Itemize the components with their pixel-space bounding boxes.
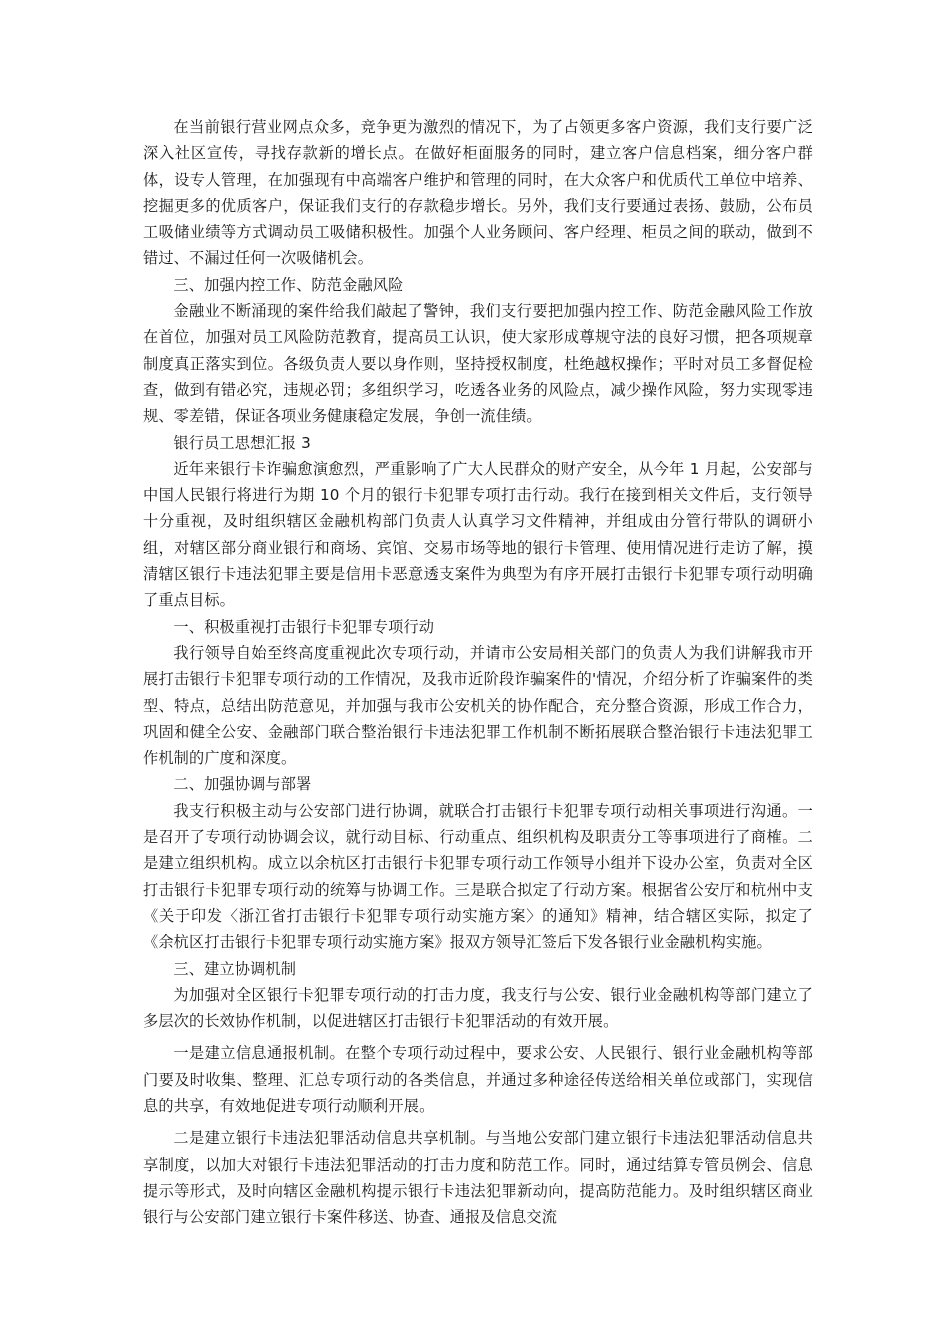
heading-coordination-deployment: 二、加强协调与部署 — [173, 775, 312, 794]
paragraph-info-notification: 一是建立信息通报机制。在整个专项行动过程中，要求公安、人民银行、银行业金融机构等部门要及时收集、整理、汇总专项行动的各类信息，并通过多种途径传送给相关单位或部门，实现信息的共享，有效地促进专项行动顺利开展。 — [143, 1044, 813, 1115]
document-body — [143, 114, 813, 1230]
paragraph-long-term-cooperation: 为加强对全区银行卡犯罪专项行动的打击力度，我支行与公安、银行业金融机构等部门建立了多层次的长效协作机制，以促进辖区打击银行卡犯罪活动的有效开展。 — [143, 985, 813, 1031]
heading-prioritize-crackdown: 一、积极重视打击银行卡犯罪专项行动 — [173, 617, 435, 636]
paragraph-coordination-details: 我支行积极主动与公安部门进行协调，就联合打击银行卡犯罪专项行动相关事项进行沟通。一是召开了专项行动协调会议，就行动目标、行动重点、组织机构及职责分工等事项进行了商榷。二是建立组织机构。成立以余杭区打击银行卡犯罪专项行动工作领导小组并下设办公室，负责对全区打击银行卡犯罪专项行动的统筹与协调工作。三是联合拟定了行动方案。根据省公安厅和杭州中支《关于印发〈浙江省打击银行卡犯罪专项行动实施方案〉的通知》精神，结合辖区实际，拟定了《余杭区打击银行卡犯罪专项行动实施方案》报双方领导汇签后下发各银行业金融机构实施。 — [143, 801, 813, 952]
heading-internal-control: 三、加强内控工作、防范金融风险 — [173, 275, 404, 294]
paragraph-deposit-growth: 在当前银行营业网点众多，竞争更为激烈的情况下，为了占领更多客户资源，我们支行要广泛深入社区宣传，寻找存款新的增长点。在做好柜面服务的同时，建立客户信息档案，细分客户群体，设专人管理，在加强现有中高端客户维护和管理的同时，在大众客户和优质代工单位中培养、挖掘更多的优质客户，保证我们支行的存款稳步增长。另外，我们支行要通过表扬、鼓励，公布员工吸储业绩等方式调动员工吸储积极性。加强个人业务顾问、客户经理、柜员之间的联动，做到不错过、不漏过任何一次吸储机会。 — [143, 118, 813, 268]
paragraph-risk-prevention: 金融业不断涌现的案件给我们敲起了警钟，我们支行要把加强内控工作、防范金融风险工作放在首位，加强对员工风险防范教育，提高员工认识，使大家形成尊规守法的良好习惯，把各项规章制度真正落实到位。各级负责人要以身作则，坚持授权制度，杜绝越权操作；平时对员工多督促检查，做到有错必究，违规必罚；多组织学习，吃透各业务的风险点，减少操作风险，努力实现零违规、零差错，保证各项业务健康稳定发展，争创一流佳绩。 — [143, 302, 813, 426]
paragraph-bank-card-fraud: 近年来银行卡诈骗愈演愈烈，严重影响了广大人民群众的财产安全，从今年 1 月起，公安部与中国人民银行将进行为期 10 个月的银行卡犯罪专项打击行动。我行在接到相关文件后，支行领导十分重视，及时组织辖区金融机构部门负责人认真学习文件精神，并组成由分管行带队的调研小组，对辖区部分商业银行和商场、宾馆、交易市场等地的银行卡管理、使用情况进行走访了解，摸清辖区银行卡违法犯罪主要是信用卡恶意透支案件为典型为有序开展打击银行卡犯罪专项行动明确了重点目标。 — [143, 459, 813, 610]
heading-coordination-mechanism: 三、建立协调机制 — [173, 959, 297, 978]
paragraph-leadership-attention: 我行领导自始至终高度重视此次专项行动，并请市公安局相关部门的负责人为我们讲解我市开展打击银行卡犯罪专项行动的工作情况，及我市近阶段诈骗案件的'情况，介绍分析了诈骗案件的类型、特点，总结出防范意见，并加强与我市公安机关的协作配合，充分整合资源，形成工作合力，巩固和健全公安、金融部门联合整治银行卡违法犯罪工作机制不断拓展联合整治银行卡违法犯罪工作机制的广度和深度。 — [143, 643, 813, 768]
section-title-report-3: 银行员工思想汇报 3 — [173, 433, 311, 452]
paragraph-info-sharing: 二是建立银行卡违法犯罪活动信息共享机制。与当地公安部门建立银行卡违法犯罪活动信息共享制度，以加大对银行卡违法犯罪活动的打击力度和防范工作。同时，通过结算专管员例会、信息提示等形式，及时向辖区金融机构提示银行卡违法犯罪新动向，提高防范能力。及时组织辖区商业银行与公安部门建立银行卡案件移送、协查、通报及信息交流 — [143, 1129, 813, 1227]
